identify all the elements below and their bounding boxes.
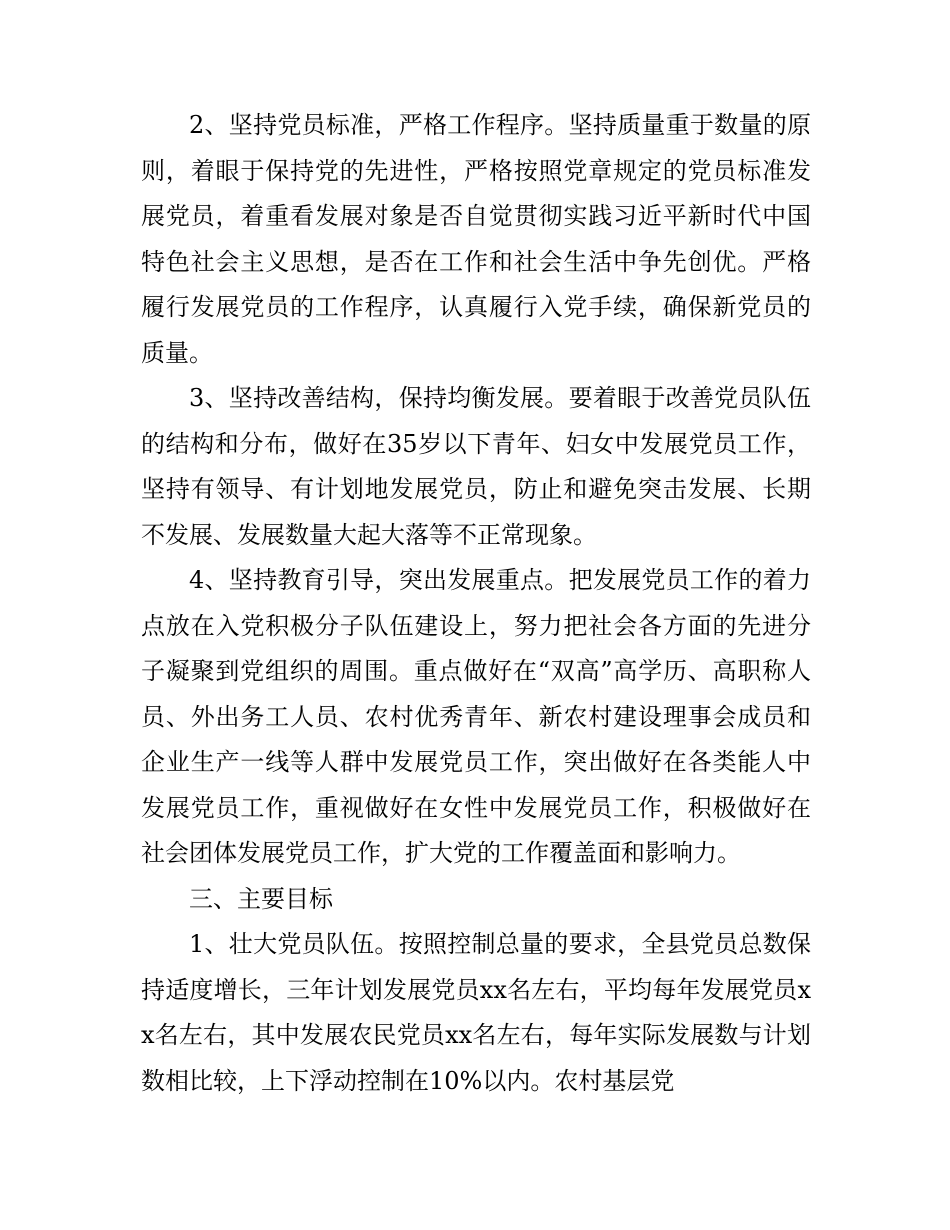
paragraph-party-member-standards: 2、坚持党员标准，严格工作程序。坚持质量重于数量的原则，着眼于保持党的先进性，严格按照党章规定的党员标准发展党员，着重看发展对象是否自觉贯彻实践习近平新时代中国特色社会主义思想，是否在工作和社会生活中争先创优。严格履行发展党员的工作程序，认真履行入党手续，确保新党员的质量。 (141, 111, 811, 367)
paragraph-expand-membership: 1、壮大党员队伍。按照控制总量的要求，全县党员总数保持适度增长，三年计划发展党员xx名左右，平均每年发展党员xx名左右，其中发展农民党员xx名左右，每年实际发展数与计划数相比较，上下浮动控制在10%以内。农村基层党 (141, 930, 811, 1095)
document-body (141, 103, 811, 1104)
paragraph-structure-balance: 3、坚持改善结构，保持均衡发展。要着眼于改善党员队伍的结构和分布，做好在35岁以下青年、妇女中发展党员工作，坚持有领导、有计划地发展党员，防止和避免突击发展、长期不发展、发展数量大起大落等不正常现象。 (141, 384, 811, 549)
paragraph-education-guidance: 4、坚持教育引导，突出发展重点。把发展党员工作的着力点放在入党积极分子队伍建设上，努力把社会各方面的先进分子凝聚到党组织的周围。重点做好在“双高”高学历、高职称人员、外出务工人员、农村优秀青年、新农村建设理事会成员和企业生产一线等人群中发展党员工作，突出做好在各类能人中发展党员工作，重视做好在女性中发展党员工作，积极做好在社会团体发展党员工作，扩大党的工作覆盖面和影响力。 (141, 566, 811, 867)
section-heading-main-goals: 三、主要目标 (189, 884, 333, 913)
